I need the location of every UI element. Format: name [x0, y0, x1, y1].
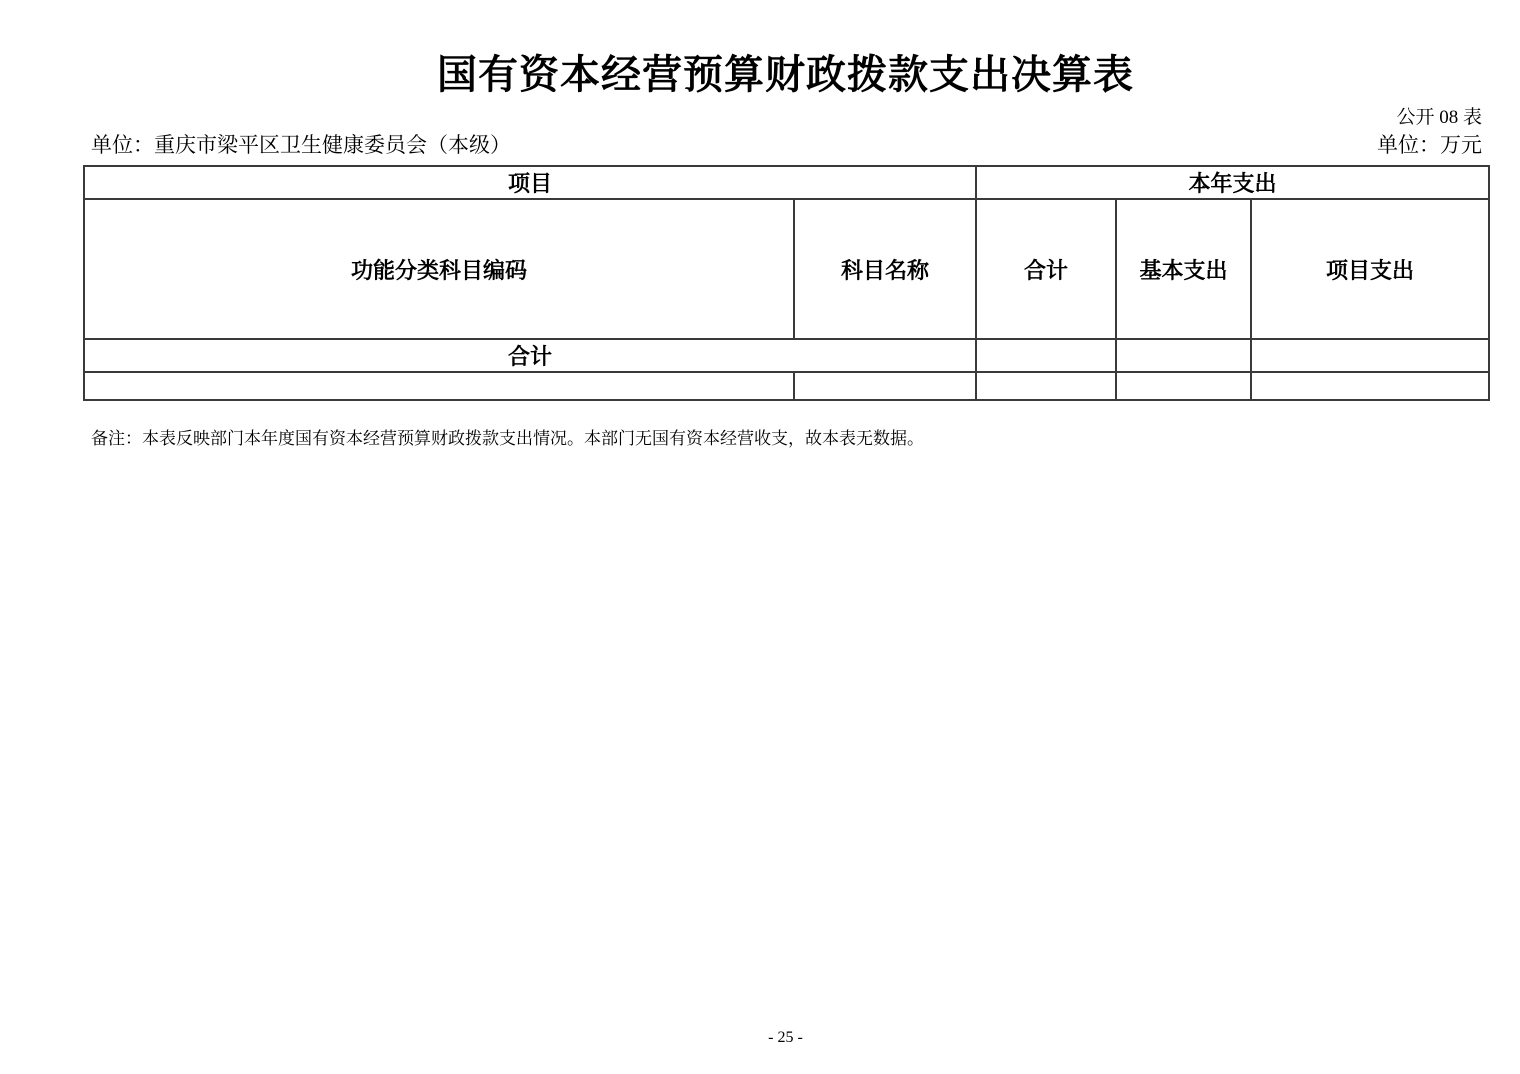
- total-row-total-cell: [976, 339, 1116, 372]
- table-row-group-header: [84, 166, 1489, 199]
- unit-measure-label: 单位：万元: [1377, 133, 1482, 157]
- empty-row-total-cell: [976, 372, 1116, 400]
- header-total: 合计: [976, 199, 1116, 339]
- header-function-code: 功能分类科目编码: [84, 199, 794, 339]
- unit-row: [83, 132, 1488, 158]
- budget-table: [83, 165, 1490, 401]
- remark-note: 备注：本表反映部门本年度国有资本经营预算财政拨款支出情况。本部门无国有资本经营收支，故本表无数据。: [91, 429, 924, 448]
- table-row-column-header: [84, 199, 1489, 339]
- table-code-label: 公开 08 表: [1396, 107, 1482, 128]
- empty-row-basic-cell: [1116, 372, 1251, 400]
- empty-row-name-cell: [794, 372, 976, 400]
- total-row-basic-cell: [1116, 339, 1251, 372]
- content-area: [83, 0, 1488, 449]
- table-row-total: [84, 339, 1489, 372]
- page-number: - 25 -: [768, 1029, 803, 1046]
- table-row-empty: [84, 372, 1489, 400]
- unit-name-label: 单位：重庆市梁平区卫生健康委员会（本级）: [91, 133, 511, 157]
- total-row-project-cell: [1251, 339, 1489, 372]
- page-title: 国有资本经营预算财政拨款支出决算表: [437, 52, 1134, 97]
- header-project-group: 项目: [84, 166, 976, 199]
- empty-row-project-cell: [1251, 372, 1489, 400]
- header-subject-name: 科目名称: [794, 199, 976, 339]
- header-project-expenditure: 项目支出: [1251, 199, 1489, 339]
- total-row-label: 合计: [84, 339, 976, 372]
- header-year-expenditure-group: 本年支出: [976, 166, 1489, 199]
- empty-row-code-cell: [84, 372, 794, 400]
- header-basic-expenditure: 基本支出: [1116, 199, 1251, 339]
